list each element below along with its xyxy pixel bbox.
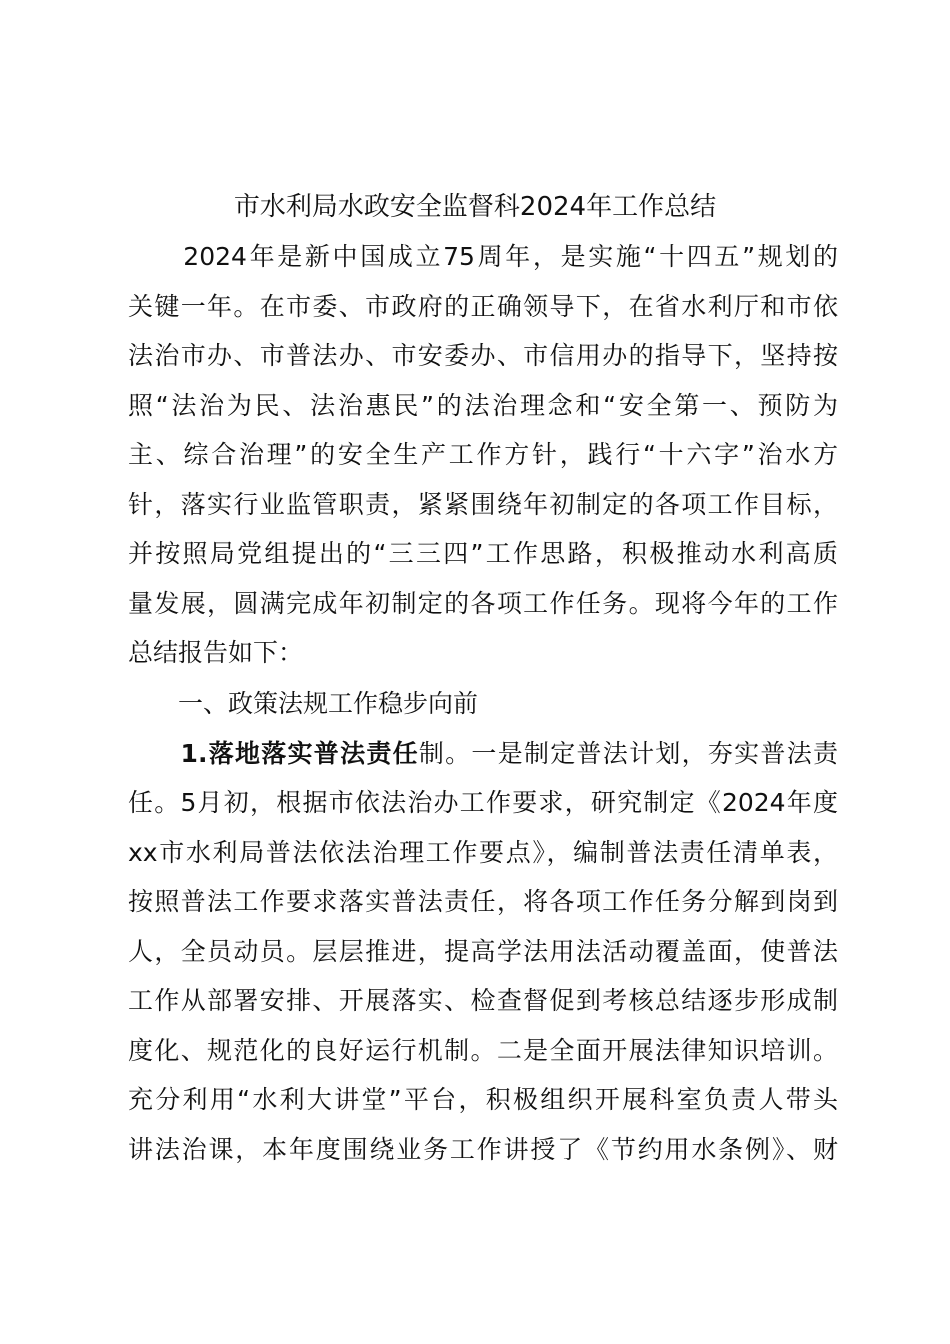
paragraph-line: 主、综合治理”的安全生产工作方针，践行“十六字”治水方 — [128, 440, 838, 469]
paragraph-line: xx市水利局普法依法治理工作要点》，编制普法责任清单表， — [128, 838, 838, 867]
paragraph-line: 针，落实行业监管职责，紧紧围绕年初制定的各项工作目标， — [128, 490, 838, 519]
paragraph-line: 度化、规范化的良好运行机制。二是全面开展法律知识培训。 — [128, 1036, 838, 1065]
paragraph-line: 2024年是新中国成立75周年，是实施“十四五”规划的 — [128, 242, 838, 271]
section-heading: 一、政策法规工作稳步向前 — [128, 689, 479, 718]
item-heading-line — [128, 729, 838, 779]
paragraph-line: 总结报告如下： — [128, 638, 304, 667]
paragraph-line: 照“法治为民、法治惠民”的法治理念和“安全第一、预防为 — [128, 391, 838, 420]
paragraph-line: 法治市办、市普法办、市安委办、市信用办的指导下，坚持按 — [128, 341, 838, 370]
paragraph-line: 关键一年。在市委、市政府的正确领导下，在省水利厅和市依 — [128, 292, 838, 321]
paragraph-line: 充分利用“水利大讲堂”平台，积极组织开展科室负责人带头 — [128, 1085, 838, 1114]
paragraph-line: 任。5月初，根据市依法治办工作要求，研究制定《2024年度 — [128, 788, 838, 817]
paragraph-line: 人，全员动员。层层推进，提高学法用法活动覆盖面，使普法 — [128, 937, 838, 966]
item-heading-rest: 制。一是制定普法计划，夯实普法责 — [418, 739, 838, 768]
item-heading-bold: 1.落地落实普法责任 — [180, 739, 419, 768]
paragraph-line: 工作从部署安排、开展落实、检查督促到考核总结逐步形成制 — [128, 986, 838, 1015]
document-title: 市水利局水政安全监督科2024年工作总结 — [233, 192, 717, 222]
paragraph-line: 按照普法工作要求落实普法责任，将各项工作任务分解到岗到 — [128, 887, 838, 916]
indent — [128, 739, 181, 768]
paragraph-line: 讲法治课，本年度围绕业务工作讲授了《节约用水条例》、财 — [128, 1135, 838, 1164]
paragraph-line: 并按照局党组提出的“三三四”工作思路，积极推动水利高质 — [128, 539, 838, 568]
paragraph-line: 量发展，圆满完成年初制定的各项工作任务。现将今年的工作 — [128, 589, 838, 618]
